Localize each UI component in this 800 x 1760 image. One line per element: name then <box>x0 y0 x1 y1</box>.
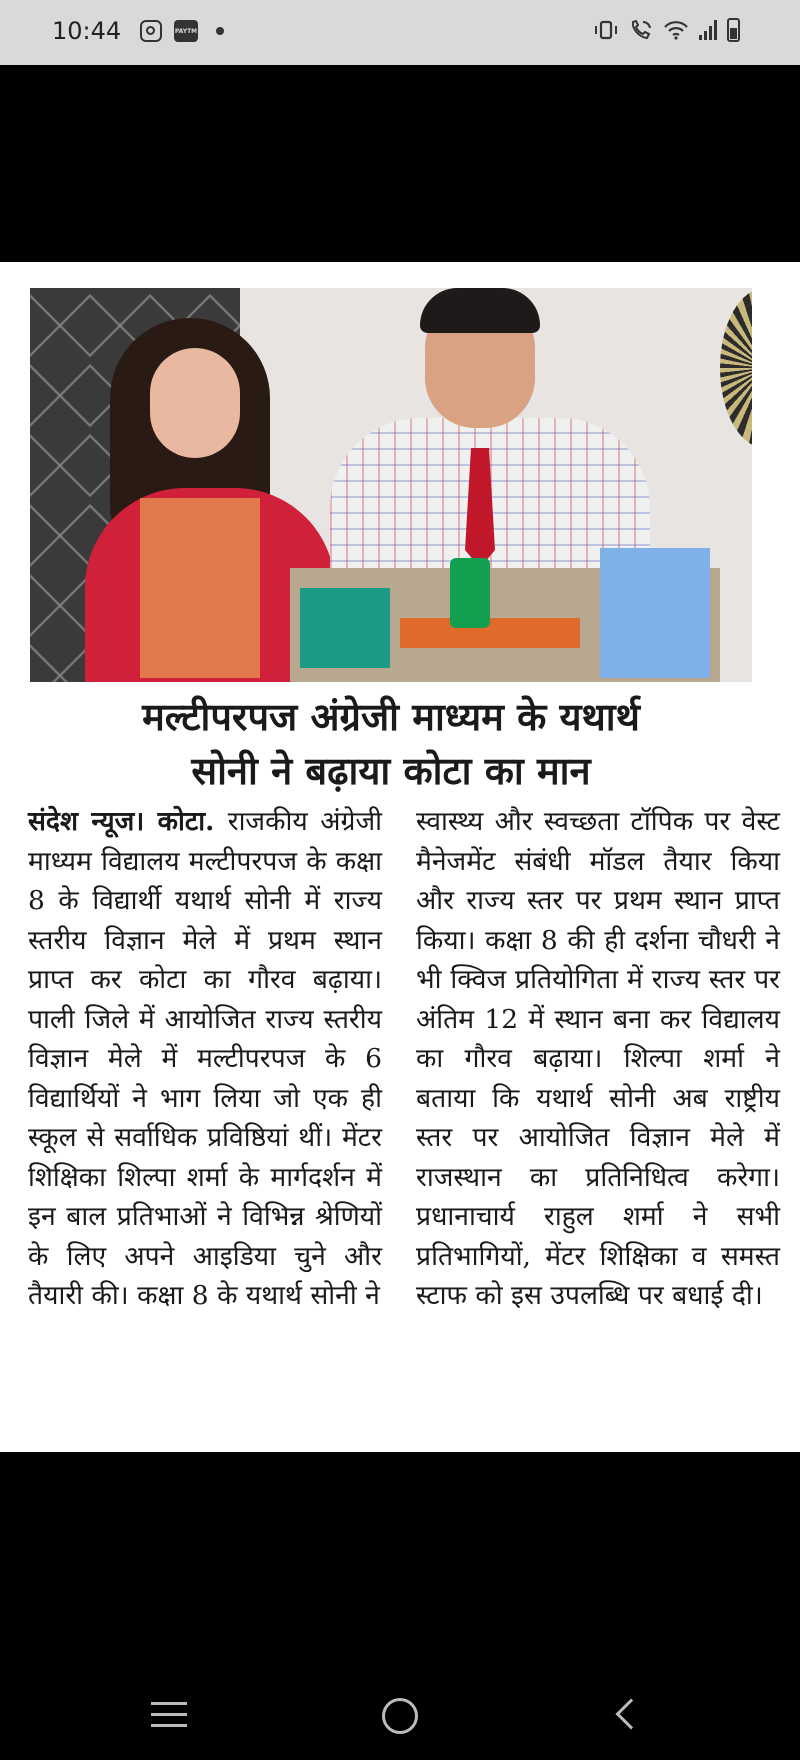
wifi-icon <box>663 20 689 40</box>
battery-icon <box>727 18 740 42</box>
headline-line-2: सोनी ने बढ़ाया कोटा का मान <box>191 749 591 793</box>
home-icon[interactable] <box>382 1698 418 1734</box>
notification-icons <box>140 20 224 42</box>
article-column-left <box>28 802 382 1316</box>
article-photo <box>30 288 752 682</box>
headline-line-1: मल्टीपरपज अंग्रेजी माध्यम के यथार्थ <box>142 695 640 739</box>
article-headline <box>30 690 752 798</box>
status-time: 10:44 <box>52 17 122 45</box>
dot-icon <box>216 27 224 35</box>
paytm-icon: PAYTM <box>174 20 198 42</box>
status-bar <box>0 0 800 65</box>
article-left-text: राजकीय अंग्रेजी माध्यम विद्यालय मल्टीपरपज के कक्षा 8 के विद्यार्थी यथार्थ सोनी में राज्य स्तरीय विज्ञान मेले में प्रथम स्थान प्राप्त कर कोटा का गौरव बढ़ाया। पाली जिले में आयोजित राज्य स्तरीय विज्ञान मेले में मल्टीपरपज के 6 विद्यार्थियों ने भाग लिया जो एक ही स्कूल से सर्वाधिक प्रविष्ठियां थीं। मेंटर शिक्षिका शिल्पा शर्मा के मार्गदर्शन में इन बाल प्रतिभाओं ने विभिन्न श्रेणियों के लिए अपने आइडिया चुने और तैयारी की। कक्षा 8 के यथार्थ सोनी ने <box>28 806 382 1311</box>
article-dateline: संदेश न्यूज। कोटा. <box>28 806 228 837</box>
article-body <box>28 802 780 1316</box>
article-column-right: स्वास्थ्य और स्वच्छता टॉपिक पर वेस्ट मैनेजमेंट संबंधी मॉडल तैयार किया और राज्य स्तर पर प्रथम स्थान प्राप्त किया। कक्षा 8 की ही दर्शना चौधरी ने भी क्विज प्रतियोगिता में राज्य स्तर पर अंतिम 12 में स्थान बना कर विद्यालय का गौरव बढ़ाया। शिल्पा शर्मा ने बताया कि यथार्थ सोनी अब राष्ट्रीय स्तर पर आयोजित विज्ञान मेले में राजस्थान का प्रतिनिधित्व करेगा। प्रधानाचार्य राहुल शर्मा ने सभी प्रतिभागियों, मेंटर शिक्षिका व समस्त स्टाफ को इस उपलब्धि पर बधाई दी। <box>416 806 780 1311</box>
wifi-call-icon <box>629 19 653 41</box>
recent-apps-icon[interactable] <box>151 1702 187 1735</box>
news-clipping[interactable] <box>0 262 800 1452</box>
instagram-icon <box>140 20 162 42</box>
signal-icon <box>699 20 717 40</box>
vibrate-icon <box>593 20 619 40</box>
system-icons <box>593 18 740 42</box>
